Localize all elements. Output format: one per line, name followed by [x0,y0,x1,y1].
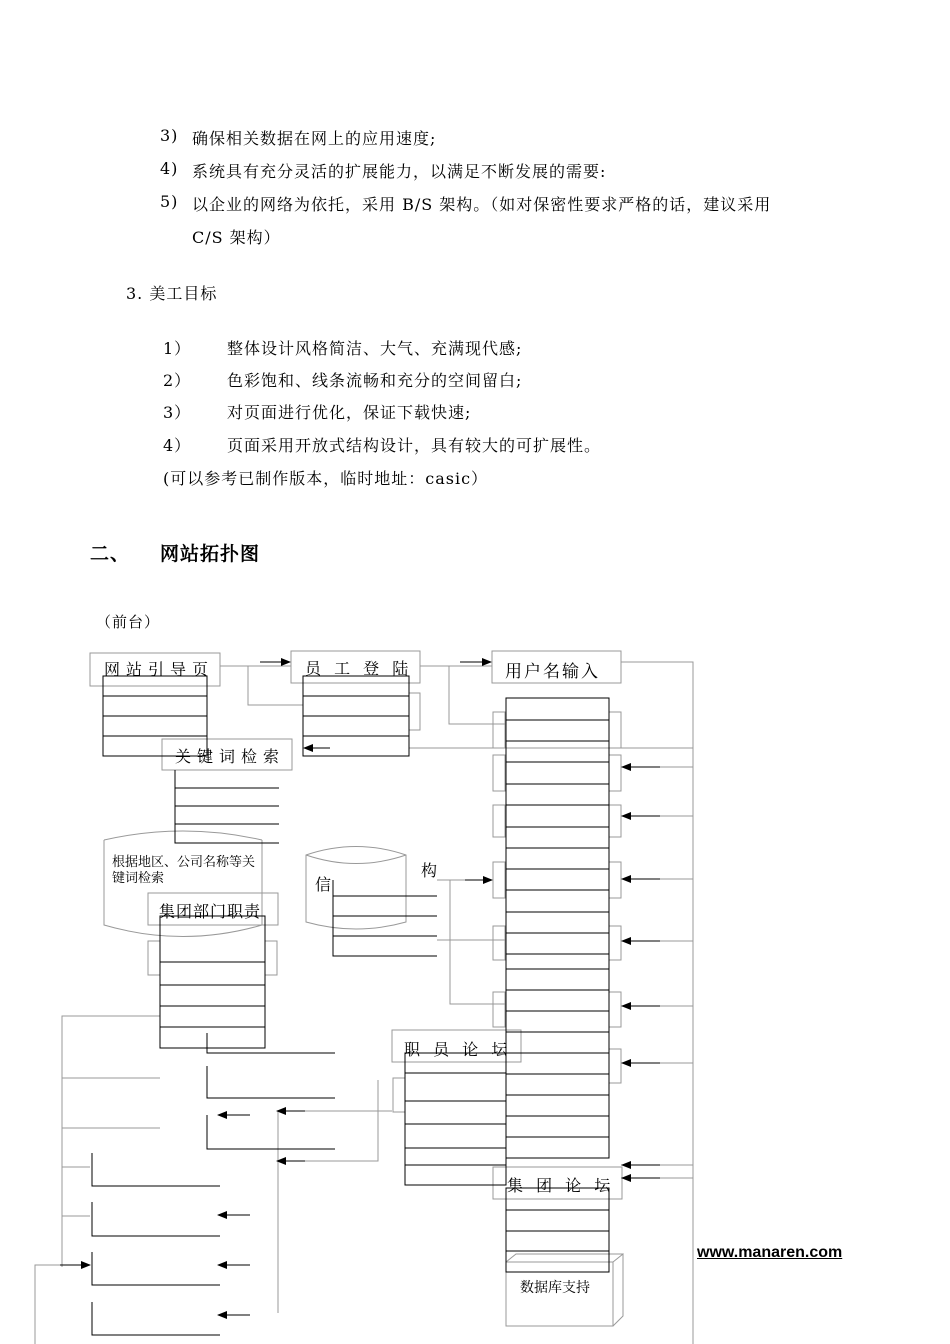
staff-forum-label: 职 员 论 坛 [404,1040,512,1059]
list2-num-2: 3） [163,403,192,422]
list1-num-2: 5) [160,192,179,211]
list1-num-0: 3) [160,126,179,145]
search-desc: 根据地区、公司名称等关键词检索 [112,855,256,886]
list1-text-0: 确保相关数据在网上的应用速度; [192,129,437,148]
list2-num-3: 4） [163,436,192,455]
keyword-search-label: 关键词检索 [175,747,286,766]
section2-number: 二、 [90,543,131,565]
staff-login-label: 员 工 登 陆 [305,659,413,678]
list2-text-1: 色彩饱和、线条流畅和充分的空间留白; [227,371,523,390]
list1-continuation: C/S 架构） [192,228,281,247]
info-label-left: 信 [315,875,338,894]
reference-note: (可以参考已制作版本，临时地址：casic） [163,469,489,488]
list2-num-0: 1） [163,339,192,358]
list1-num-1: 4) [160,159,179,178]
list2-text-0: 整体设计风格简洁、大气、充满现代感; [227,339,523,358]
db-support-label: 数据库支持 [520,1280,590,1296]
list2-text-2: 对页面进行优化，保证下载快速; [227,403,472,422]
list1-text-2: 以企业的网络为依托，采用 B/S 架构。（如对保密性要求严格的话，建议采用 [192,195,772,214]
info-label-right: 构 [421,861,444,880]
list1-text-1: 系统具有充分灵活的扩展能力，以满足不断发展的需要: [192,162,607,181]
guide-page-label: 网站引导页 [104,660,215,679]
section3-heading: 3. 美工目标 [126,284,218,303]
frontend-label: （前台） [96,613,161,631]
username-input-label: 用户名输入 [505,662,600,682]
list2-text-3: 页面采用开放式结构设计，具有较大的可扩展性。 [227,436,602,455]
list2-num-1: 2） [163,371,192,390]
footer-url[interactable]: www.manaren.com [697,1244,843,1261]
group-forum-label: 集 团 论 坛 [507,1176,615,1195]
group-dept-label: 集团部门职责 [159,902,262,921]
section2-title: 网站拓扑图 [160,543,261,565]
